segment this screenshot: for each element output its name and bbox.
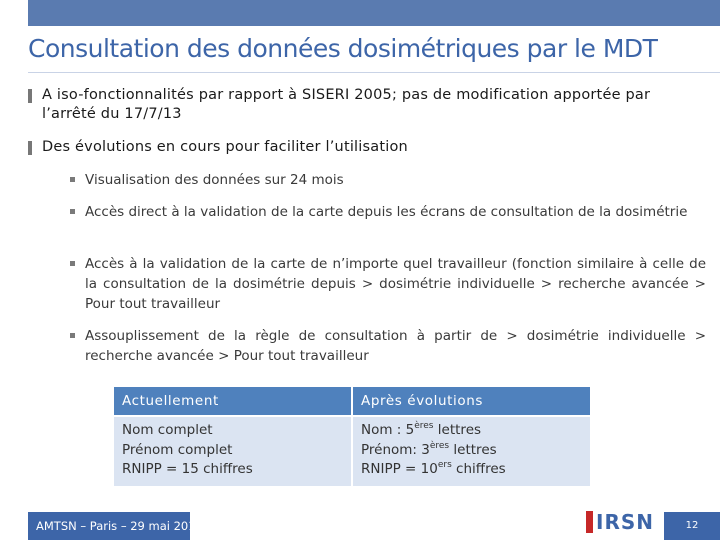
irsn-logo: IRSN xyxy=(586,511,656,533)
bullet-l1-1 xyxy=(28,86,708,124)
footer-event-label: AMTSN – Paris – 29 mai 2015 xyxy=(28,512,190,540)
bullet-bar-icon xyxy=(28,89,32,103)
bullet-l2-2 xyxy=(70,202,706,222)
bullet-l2-4 xyxy=(70,326,706,366)
bullet-l1-2 xyxy=(28,138,708,157)
cell-current xyxy=(113,416,352,487)
bullet-l2-3 xyxy=(70,254,706,314)
current-rnipp: RNIPP = 15 chiffres xyxy=(122,461,253,477)
after-firstname: Prénom: 3ères lettres xyxy=(361,440,497,458)
bullet-square-icon xyxy=(70,209,75,214)
table-header-row xyxy=(113,386,591,416)
bullet-square-icon xyxy=(70,261,75,266)
current-firstname: Prénom complet xyxy=(122,441,233,458)
bullet-l2-1 xyxy=(70,170,706,190)
header-after: Après évolutions xyxy=(352,386,591,416)
title-divider xyxy=(28,72,720,73)
slide-title: Consultation des données dosimétriques par le MDT xyxy=(28,34,658,63)
table-row xyxy=(113,416,591,487)
after-name: Nom : 5ères lettres xyxy=(361,421,482,438)
after-rnipp: RNIPP = 10ers chiffres xyxy=(361,460,506,477)
header-current: Actuellement xyxy=(113,386,352,416)
bullet-square-icon xyxy=(70,177,75,182)
bullet-l2-text: Accès à la validation de la carte de n’importe quel travailleur (fonction similaire à celle de la consultation de la dosimétrie depuis > dosimétrie individuelle > recherche avancée > Pour tout travailleur xyxy=(85,256,706,312)
bullet-l2-text: Accès direct à la validation de la carte depuis les écrans de consultation de la dosimétrie xyxy=(85,204,688,220)
top-banner xyxy=(28,0,720,26)
bullet-l1-text: A iso-fonctionnalités par rapport à SISERI 2005; pas de modification apportée par l’arrêté du 17/7/13 xyxy=(42,87,651,122)
bullet-l1-text: Des évolutions en cours pour faciliter l’utilisation xyxy=(42,139,408,155)
bullet-square-icon xyxy=(70,333,75,338)
bullet-bar-icon xyxy=(28,141,32,155)
bullet-l2-text: Visualisation des données sur 24 mois xyxy=(85,172,344,188)
current-name: Nom complet xyxy=(122,422,213,438)
cell-after xyxy=(352,416,591,487)
comparison-table xyxy=(112,385,592,488)
logo-mark-icon xyxy=(586,511,593,533)
bullet-l2-text: Assouplissement de la règle de consultation à partir de > dosimétrie individuelle > recherche avancée > Pour tout travailleur xyxy=(85,328,706,364)
page-number: 12 xyxy=(664,512,720,540)
